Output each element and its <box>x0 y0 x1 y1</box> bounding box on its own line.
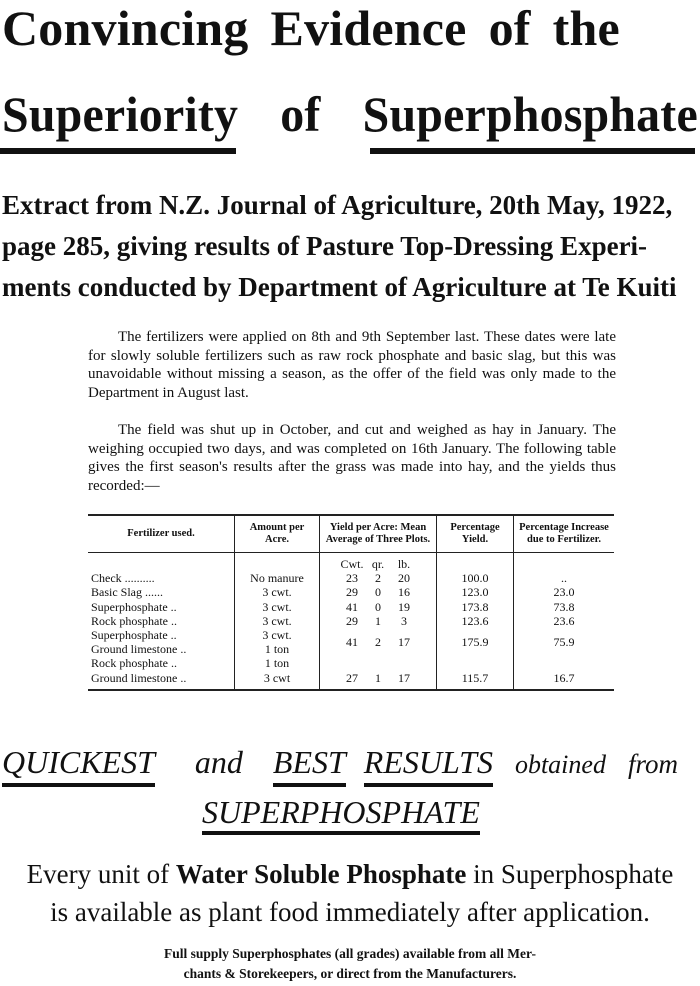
unit-lb: lb. <box>397 557 411 571</box>
yield-lb: 19 <box>398 599 410 614</box>
paragraph-text: The fertilizers were applied on 8th and 9th September last. These dates were late for slowly soluble fertilizers such as raw rock phosphate and basic slag, but this was unavoidable without missing a season, as the offer of the field was only made to the Department in August last. <box>88 329 616 401</box>
slogan-word: BEST <box>273 742 346 787</box>
cell-amount <box>235 628 320 656</box>
header-increase: Percentage Increase due to Fertilizer. <box>514 515 615 553</box>
yield-lb: 17 <box>398 670 410 685</box>
headline-word: Evidence <box>270 0 467 56</box>
slogan-superphosphate: SUPERPHOSPHATE <box>202 794 480 835</box>
table-row <box>88 614 614 628</box>
cell-percentage: 115.7 <box>437 656 514 689</box>
header-yield: Yield per Acre: Mean Average of Three Plots. <box>320 515 437 553</box>
cell-percentage: 173.8 <box>437 600 514 614</box>
headline-word: of <box>488 0 531 56</box>
cell-yield <box>320 571 437 585</box>
subheading-line-2: page 285, giving results of Pasture Top-Dressing Experi- <box>2 231 648 261</box>
yield-cwt: 23 <box>346 571 358 586</box>
slogan-word: QUICKEST <box>2 742 155 787</box>
unit-text-bold: Water Soluble Phosphate <box>175 859 467 889</box>
yield-cwt: 29 <box>346 613 358 628</box>
cell-fertilizer: Basic Slag ...... <box>91 585 163 600</box>
header-fertilizer: Fertilizer used. <box>88 515 235 553</box>
table-header-row <box>88 515 614 553</box>
headline-word: Convincing <box>2 0 249 56</box>
headline-line-1 <box>2 0 620 56</box>
headline-word: Superiority <box>2 86 239 142</box>
unit-qr: qr. <box>371 557 385 571</box>
fertilizer-a: Superphosphate .. <box>91 628 177 643</box>
cell-amount: 3 cwt. <box>235 614 320 628</box>
yield-lb: 20 <box>398 571 410 586</box>
headline-underline <box>0 148 236 154</box>
slogan-word: from <box>627 749 678 779</box>
unit-text-after: in Superphosphate <box>473 859 674 889</box>
cell-increase: 23.6 <box>514 614 615 628</box>
cell-fertilizer: Superphosphate .. <box>91 599 177 614</box>
yield-lb: 3 <box>401 613 407 628</box>
cell-fertilizer: Rock phosphate .. <box>91 613 177 628</box>
cell-increase: 23.0 <box>514 585 615 599</box>
table-row <box>88 600 614 614</box>
slogan-line-1 <box>2 742 698 787</box>
headline-line-2 <box>2 86 698 142</box>
footer-line-1: Full supply Superphosphates (all grades) available from all Mer- <box>163 946 537 961</box>
cell-amount: 3 cwt. <box>235 600 320 614</box>
headline-word: the <box>552 0 620 56</box>
header-amount: Amount per Acre. <box>235 515 320 553</box>
cell-fertilizer: Check .......... <box>91 571 155 586</box>
amount-b: 1 ton <box>264 642 290 657</box>
table-row-combination <box>88 656 614 689</box>
yield-qr: 2 <box>375 571 381 586</box>
unit-cwt: Cwt. <box>340 557 364 571</box>
cell-yield <box>320 628 437 656</box>
amount-a: 3 cwt. <box>262 628 292 643</box>
fertilizer-b: Ground limestone .. <box>91 670 187 685</box>
results-table <box>88 514 614 691</box>
slogan-line-2 <box>202 792 480 832</box>
yield-cwt: 41 <box>346 635 358 650</box>
cell-amount: 3 cwt. <box>235 585 320 599</box>
yield-qr: 0 <box>375 599 381 614</box>
yield-lb: 17 <box>398 635 410 650</box>
table-row <box>88 571 614 585</box>
paragraph-text: The field was shut up in October, and cut and weighed as hay in January. The weighing occupied two days, and was completed on 16th January. The following table gives the first season's results after the grass was made into hay, and the yields thus recorded:— <box>88 422 616 494</box>
headline-underline <box>370 148 695 154</box>
cell-percentage: 100.0 <box>437 571 514 585</box>
subheading-line-3: ments conducted by Department of Agriculture at Te Kuiti <box>2 272 677 302</box>
amount-b: 3 cwt <box>263 670 291 685</box>
fertilizer-a: Rock phosphate .. <box>91 656 177 671</box>
unit-text-before: Every unit of <box>26 859 170 889</box>
subheading-line-1: Extract from N.Z. Journal of Agriculture, 20th May, 1922, <box>2 190 673 220</box>
cell-increase: 16.7 <box>514 656 615 689</box>
footer-line-2: chants & Storekeepers, or direct from the Manufacturers. <box>183 966 517 981</box>
fertilizer-b: Ground limestone .. <box>91 642 187 657</box>
headline-word: of <box>280 86 321 142</box>
yield-qr: 1 <box>375 613 381 628</box>
cell-increase: .. <box>514 571 615 585</box>
yield-cwt: 29 <box>346 585 358 600</box>
cell-fertilizer <box>88 628 235 656</box>
slogan-word: RESULTS <box>364 742 493 787</box>
cell-fertilizer <box>88 656 235 689</box>
cell-increase: 75.9 <box>514 628 615 656</box>
cell-yield <box>320 656 437 689</box>
yield-cwt: 27 <box>346 670 358 685</box>
cell-yield <box>320 614 437 628</box>
table-units-row <box>88 553 614 572</box>
yield-qr: 1 <box>375 670 381 685</box>
yield-cwt: 41 <box>346 599 358 614</box>
cell-percentage: 175.9 <box>437 628 514 656</box>
yield-lb: 16 <box>398 585 410 600</box>
unit-line-1 <box>0 856 700 892</box>
body-paragraph-1 <box>88 328 616 402</box>
slogan-word: obtained <box>514 750 606 779</box>
cell-yield <box>320 585 437 599</box>
body-paragraph-2 <box>88 421 616 495</box>
slogan-word: and <box>194 744 243 780</box>
cell-yield <box>320 600 437 614</box>
yield-qr: 2 <box>375 635 381 650</box>
table-row <box>88 585 614 599</box>
amount-a: 1 ton <box>264 656 290 671</box>
cell-amount: No manure <box>235 571 320 585</box>
footer <box>60 944 640 984</box>
unit-line-2: is available as plant food immediately after application. <box>50 897 650 927</box>
header-percentage: Percentage Yield. <box>437 515 514 553</box>
cell-percentage: 123.6 <box>437 614 514 628</box>
yield-qr: 0 <box>375 585 381 600</box>
table-row-combination <box>88 628 614 656</box>
cell-amount <box>235 656 320 689</box>
cell-increase: 73.8 <box>514 600 615 614</box>
headline-word: Superphosphate <box>362 86 698 142</box>
cell-percentage: 123.0 <box>437 585 514 599</box>
yield-units <box>320 553 437 572</box>
